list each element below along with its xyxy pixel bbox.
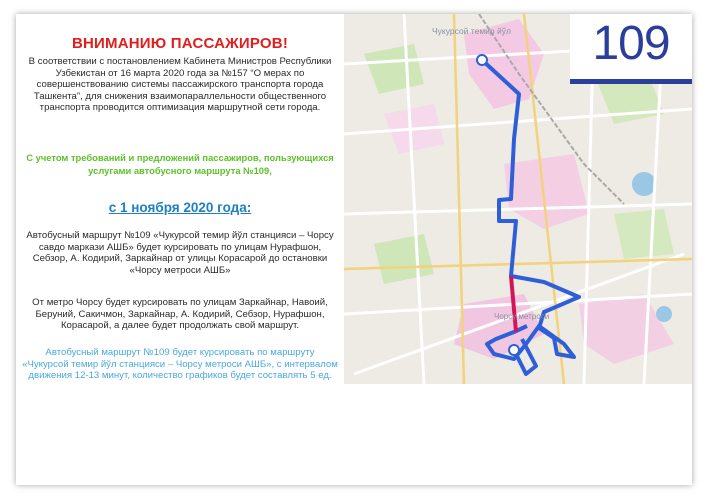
decree-paragraph: В соответствии с постановлением Кабинета Министров Республики Узбекистан от 16 марта 2020 года за №157 “О мерах по совершенствованию системы пассажирского транспорта города Ташкента”, для снижения взаимопараллельности общественного транспорта проводится оптимизация маршрутной сети города. xyxy=(28,56,332,114)
notice-text-panel xyxy=(16,14,344,485)
stop-label-north: Чукурсой темир йўл xyxy=(432,26,511,36)
route-stop-south xyxy=(509,345,519,355)
stop-label-south: Чорсу метроси xyxy=(494,312,550,321)
route-change-paragraph: Автобусный маршрут №109 «Чукурсой темир йўл станцияси – Чорсу савдо маркази АШБ» будет курсировать по улицам Нурафшон, Себзор, А. Кодирий, Заркайнар от улицы Корасарой до остановки «Чорсу метроси АШБ» xyxy=(26,230,334,276)
map-park xyxy=(614,209,674,259)
route-number: 109 xyxy=(592,17,670,70)
map-lake xyxy=(632,172,656,196)
notice-title: ВНИМАНИЮ ПАССАЖИРОВ! xyxy=(71,35,289,52)
route-number-badge xyxy=(570,14,692,84)
route-badge-underline xyxy=(570,79,692,84)
schedule-paragraph: Автобусный маршрут №109 будет курсировать по маршруту «Чукурсой темир йўл станцияси – Чорсу метроси АШБ», с интервалом движения 12-13 минут, количество графиков будет составлять 5 ед. xyxy=(22,347,338,382)
map-lake xyxy=(656,306,672,322)
passenger-requests-paragraph: С учетом требований и предложений пассажиров, пользующихся услугами автобусного маршрута №109, xyxy=(26,152,334,176)
notice-sheet xyxy=(16,14,692,485)
return-route-paragraph: От метро Чорсу будет курсировать по улицам Заркайнар, Навоий, Беруний, Сакичмон, Заркайнар, А. Кодирий, Себзор, Нурафшон, Корасарой, а далее будет продолжать свой маршрут. xyxy=(32,297,328,332)
route-stop-north xyxy=(477,55,487,65)
effective-date-heading: с 1 ноября 2020 года: xyxy=(108,200,252,215)
